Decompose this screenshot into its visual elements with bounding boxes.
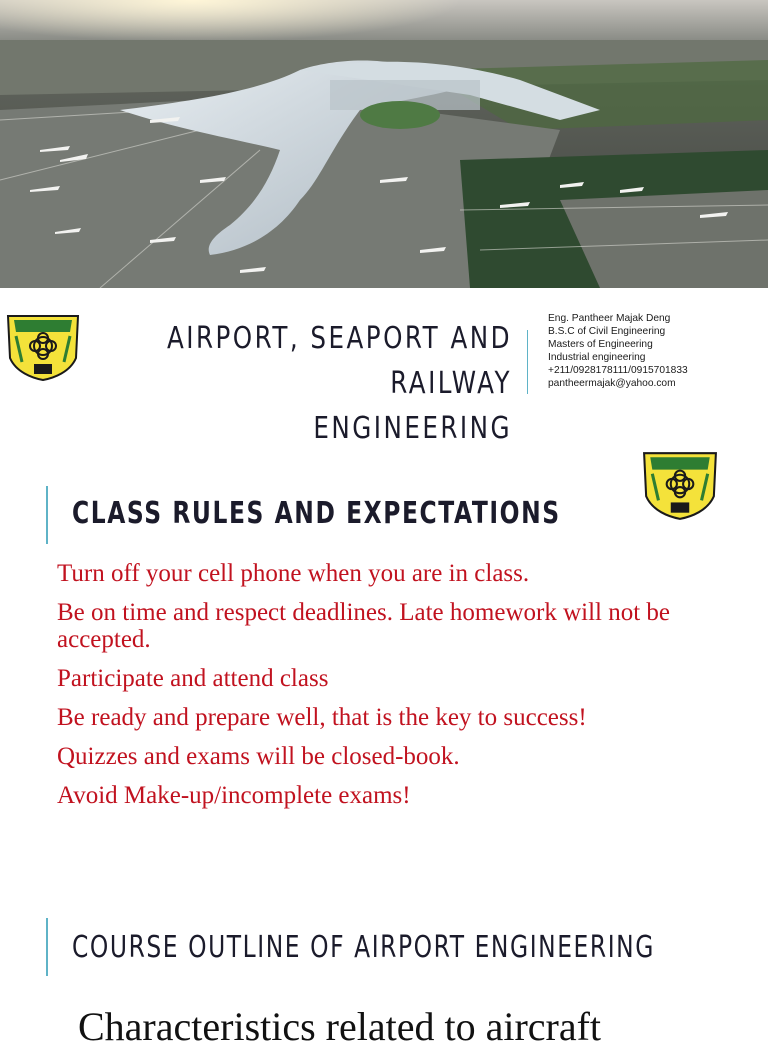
course-title-line1: AIRPORT, SEAPORT AND RAILWAY <box>166 321 512 401</box>
author-email[interactable]: pantheermajak@yahoo.com <box>548 378 676 389</box>
university-crest-logo <box>4 312 82 382</box>
outline-first-item: Characteristics related to aircraft <box>78 1004 602 1049</box>
title-divider <box>527 330 528 394</box>
rule-item: Avoid Make-up/incomplete exams! <box>57 782 411 809</box>
course-title <box>158 316 512 451</box>
rule-item: Quizzes and exams will be closed-book. <box>57 743 460 770</box>
university-crest-logo-small <box>640 446 720 524</box>
rule-item: Be on time and respect deadlines. Late homework will not be accepted. <box>57 599 671 653</box>
rule-item: Turn off your cell phone when you are in class. <box>57 560 530 587</box>
author-degree1: B.S.C of Civil Engineering <box>548 326 666 337</box>
author-name: Eng. Pantheer Majak Deng <box>548 313 671 324</box>
heading-accent-bar <box>46 918 48 976</box>
outline-heading: COURSE OUTLINE OF AIRPORT ENGINEERING <box>72 930 655 965</box>
author-info <box>548 312 758 390</box>
airport-render-graphic <box>0 0 768 288</box>
author-degree3: Industrial engineering <box>548 352 646 363</box>
rule-item: Participate and attend class <box>57 665 329 692</box>
heading-accent-bar <box>46 486 48 544</box>
airport-aerial-image <box>0 0 768 288</box>
title-slide <box>0 288 768 446</box>
crest-icon <box>4 312 82 382</box>
course-title-line2: ENGINEERING <box>313 411 512 446</box>
crest-icon <box>640 446 720 524</box>
rules-heading: CLASS RULES AND EXPECTATIONS <box>72 496 561 531</box>
rule-item: Be ready and prepare well, that is the key to success! <box>57 704 587 731</box>
author-degree2: Masters of Engineering <box>548 339 653 350</box>
author-phone: +211/0928178111/0915701833 <box>548 365 688 376</box>
rules-list <box>57 560 747 821</box>
